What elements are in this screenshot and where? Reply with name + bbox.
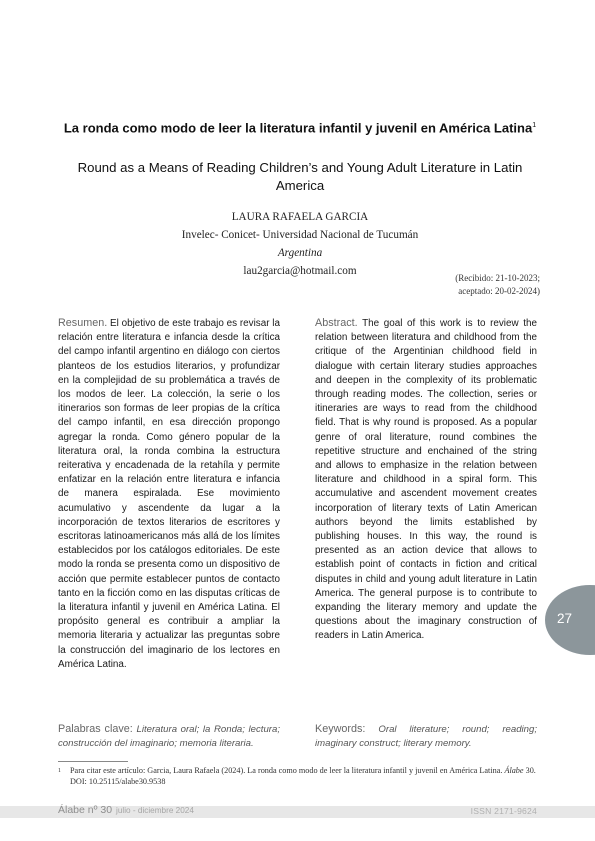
keywords-english (315, 722, 537, 751)
footnote-text-before: Para citar este artículo: Garcia, Laura Rafaela (2024). La ronda como modo de leer la literatura infantil y juvenil en América Latina. (70, 766, 503, 775)
abstract-spanish (58, 316, 280, 672)
page-number-tab (545, 585, 595, 655)
keywords-spanish (58, 722, 280, 751)
author-name: LAURA RAFAELA GARCIA (231, 211, 369, 223)
footer-journal-issue: Álabe nº 30 (58, 804, 113, 816)
accepted-date: aceptado: 20-02-2024) (458, 286, 540, 296)
title-es-text: La ronda como modo de leer la literatura infantil y juvenil en América Latina (63, 120, 533, 136)
footnote-journal: Álabe (504, 766, 524, 775)
footer-issn: ISSN 2171-9624 (470, 806, 537, 816)
received-date: (Recibido: 21-10-2023; (455, 273, 540, 283)
received-dates (455, 272, 540, 298)
abstract-es-label: Resumen. (58, 317, 108, 329)
abstract-en-label: Abstract. (315, 317, 358, 329)
abstract-es-text: El objetivo de este trabajo es revisar la relación entre literatura e infancia desde la crítica del campo infantil argentino en diálogo con ciertos planteos de los estudios literarios, y profundizar en la complejidad de su problemática a través de los modos de leer. La colección, la serie o los itinerarios son formas de leer propias de la crítica del campo infantil, en esa dirección propongo agregar la ronda. Como género popular de la literatura oral, la ronda combina la estructura reiterativa y encadenada de la retahíla y permite enfatizar en la relación entre literatura e infancia de manera espiralada. Ese movimiento acumulativo y ascendente da lugar a la incorporación de textos literarios de escritores y escritoras latinoamericanos más allá de los límites establecidos por los catálogos editoriales. De este modo la ronda se presenta como un dispositivo de acción que permite establecer puntos de contacto tanto en la ficción como en las disputas críticas de la literatura infantil y juvenil en América Latina. El propósito general es contribuir a ampliar la memoria literaria y actualizar las preguntas sobre la construcción del imaginario de los lectores en América Latina. (58, 318, 280, 670)
author-affiliation: Invelec- Conicet- Universidad Nacional de Tucumán (181, 229, 419, 241)
author-country: Argentina (277, 247, 323, 259)
footnote-body (70, 766, 538, 787)
abstract-english (315, 316, 537, 644)
keywords-es-text: Literatura oral; la Ronda; lectura; construcción del imaginario; memoria literaria. (58, 724, 280, 750)
article-title-english: Round as a Means of Reading Children’s and Young Adult Literature in Latin America (77, 160, 523, 193)
footnote-divider (58, 761, 128, 762)
title-footnote-mark[interactable]: 1 (532, 122, 537, 129)
article-title-spanish (60, 117, 540, 136)
page-number: 27 (557, 611, 573, 626)
footnote-text-after[interactable]: 30. DOI: 10.25115/alabe30.9538 (70, 766, 536, 786)
abstract-en-text: The goal of this work is to review the relation between literatura and childhood from the critique of the Argentinian childhood field in dialogue with certain literary studies approaches and deepen in the complexity of its problematic through reading modes. The collection, series or itineraries are ways to read from the childhood field. That is why round is proposed. As a popular genre of oral literature, round combines the repetitive structure and enchained of the string and allows to emphasize in the relation between literature and childhood in a spiral form. This accumulative and ascendent movement creates incorporation of literary texts of Latin American authors beyond the limits established by publishing houses. In this way, the round is presented as an action device that allows to establish point of contacts in fiction and critical disputes in child and young adult literature in Latin America. The general purpose is to contribute to expanding the literary memory and update the questions about the imaginary construction of readers in Latin America. (315, 318, 537, 642)
keywords-en-text: Oral literature; round; reading; imaginary construct; literary memory. (315, 724, 538, 750)
author-block (100, 208, 500, 280)
keywords-es-label: Palabras clave: (58, 723, 133, 735)
footer-period: julio - diciembre 2024 (116, 806, 194, 815)
footnote (58, 766, 540, 787)
footnote-number: 1 (58, 768, 61, 774)
keywords-en-label: Keywords: (315, 723, 366, 735)
author-email[interactable]: lau2garcia@hotmail.com (243, 265, 357, 277)
footer-journal (58, 804, 194, 816)
